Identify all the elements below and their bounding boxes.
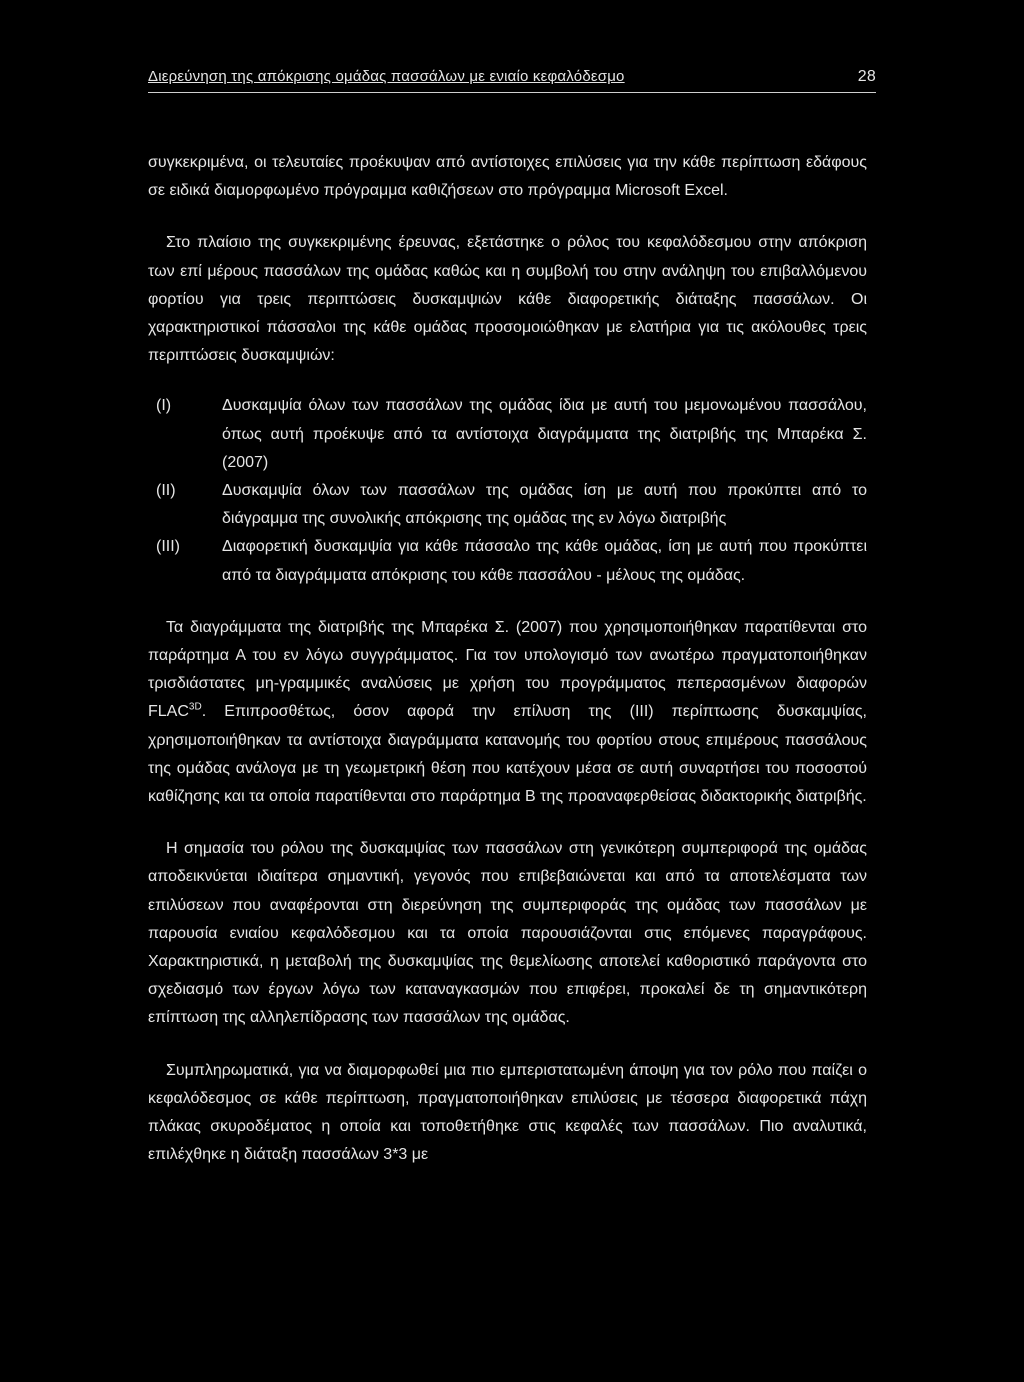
header-title: Διερεύνηση της απόκρισης ομάδας πασσάλων με ενιαίο κεφαλόδεσμο (148, 68, 625, 85)
list-item-text: Δυσκαμψία όλων των πασσάλων της ομάδας ίδια με αυτή του μεμονωμένου πασσάλου, όπως αυτή προέκυψε από τα αντίστοιχα διαγράμματα της διατριβής της Μπαρέκα Σ. (2007) (222, 397, 867, 471)
page-number: 28 (857, 68, 876, 85)
list-item-text: Διαφορετική δυσκαμψία για κάθε πάσσαλο της κάθε ομάδας, ίση με αυτή που προκύπτει από τα διαγράμματα απόκρισης του κάθε πασσάλου - μέλους της ομάδας. (222, 538, 867, 584)
running-header (148, 66, 876, 93)
paragraph-5: Συμπληρωματικά, για να διαμορφωθεί μια πιο εμπεριστατωμένη άποψη για τον ρόλο που παίζει ο κεφαλόδεσμος σε κάθε περίπτωση, πραγματοποιήθηκαν επιλύσεις με τέσσερα διαφορετικά πάχη πλάκας σκυροδέματος η οποία και τοποθετήθηκε στις κεφαλές των πασσάλων. Πιο αναλυτικά, επιλέχθηκε η διάταξη πασσάλων 3*3 με (148, 1061, 867, 1164)
paragraph-3-text-start: Τα διαγράμματα της διατριβής της Μπαρέκα Σ. (2007) που χρησιμοποιήθηκαν παρατίθενται στο παράρτημα Α του εν λόγω συγγράμματος. Για τον υπολογισμό των ανωτέρω πραγματοποιήθηκαν τρισδιάστατες μη-γραμμικές αναλύσεις με χρήση του προγράμματος πεπερασμένων διαφορών FLAC (148, 618, 867, 721)
list-marker: (ΙΙ) (156, 482, 176, 500)
stiffness-cases-list (148, 392, 867, 589)
list-marker: (Ι) (156, 397, 172, 415)
body-text (148, 149, 867, 1170)
paragraph-3 (148, 614, 867, 811)
paragraph-3-text-end: . Επιπροσθέτως, όσον αφορά την επίλυση της (ΙΙΙ) περίπτωσης δυσκαμψίας, χρησιμοποιήθηκαν τα αντίστοιχα διαγράμματα κατανομής του φορτίου στους επιμέρους πασσάλους της ομάδας ανάλογα με τη γεωμετρική θέση που κατέχουν μέσα σε αυτή συναρτήσει του ποσοστού καθίζησης και τα οποία παρατίθενται στο παράρτημα Β της προαναφερθείσας διδακτορικής διατριβής. (148, 703, 867, 806)
paragraph-4: Η σημασία του ρόλου της δυσκαμψίας των πασσάλων στη γενικότερη συμπεριφορά της ομάδας αποδεικνύεται ιδιαίτερα σημαντική, γεγονός που επιβεβαιώνεται και από τα αποτελέσματα των επιλύσεων που αναφέρονται στη διερεύνηση της συμπεριφοράς της ομάδας των πασσάλων με παρουσία ενιαίου κεφαλόδεσμου και τα οποία παρουσιάζονται στις επόμενες παραγράφους. Χαρακτηριστικά, η μεταβολή της δυσκαμψίας της θεμελίωσης αποτελεί καθοριστικό παράγοντα στο σχεδιασμό των έργων λόγω των καταναγκασμών που επιφέρει, προκαλεί δε τη σημαντικότερη επίπτωση της αλληλεπίδρασης των πασσάλων της ομάδας. (148, 840, 867, 1027)
paragraph-2: Στο πλαίσιο της συγκεκριμένης έρευνας, εξετάστηκε ο ρόλος του κεφαλόδεσμου στην απόκριση των επί μέρους πασσάλων της ομάδας καθώς και η συμβολή του στην ανάληψη του επιβαλλόμενου φορτίου για τρεις περιπτώσεις δυσκαμψιών κάθε διαφορετικής διάταξης πασσάλων. Οι χαρακτηριστικοί πάσσαλοι της κάθε ομάδας προσομοιώθηκαν με ελατήρια για τις ακόλουθες τρεις περιπτώσεις δυσκαμψιών: (148, 234, 867, 365)
list-item-text: Δυσκαμψία όλων των πασσάλων της ομάδας ίση με αυτή που προκύπτει από το διάγραμμα της συνολικής απόκρισης της ομάδας της εν λόγω διατριβής (222, 482, 867, 528)
list-item (148, 477, 867, 533)
paragraph-1: συγκεκριμένα, οι τελευταίες προέκυψαν από αντίστοιχες επιλύσεις για την κάθε περίπτωση εδάφους σε ειδικά διαμορφωμένο πρόγραμμα καθιζήσεων στο πρόγραμμα Microsoft Excel. (148, 154, 867, 200)
list-item (148, 533, 867, 589)
list-marker: (ΙΙΙ) (156, 538, 180, 556)
flac-superscript: 3D (188, 702, 202, 714)
list-item (148, 392, 867, 477)
